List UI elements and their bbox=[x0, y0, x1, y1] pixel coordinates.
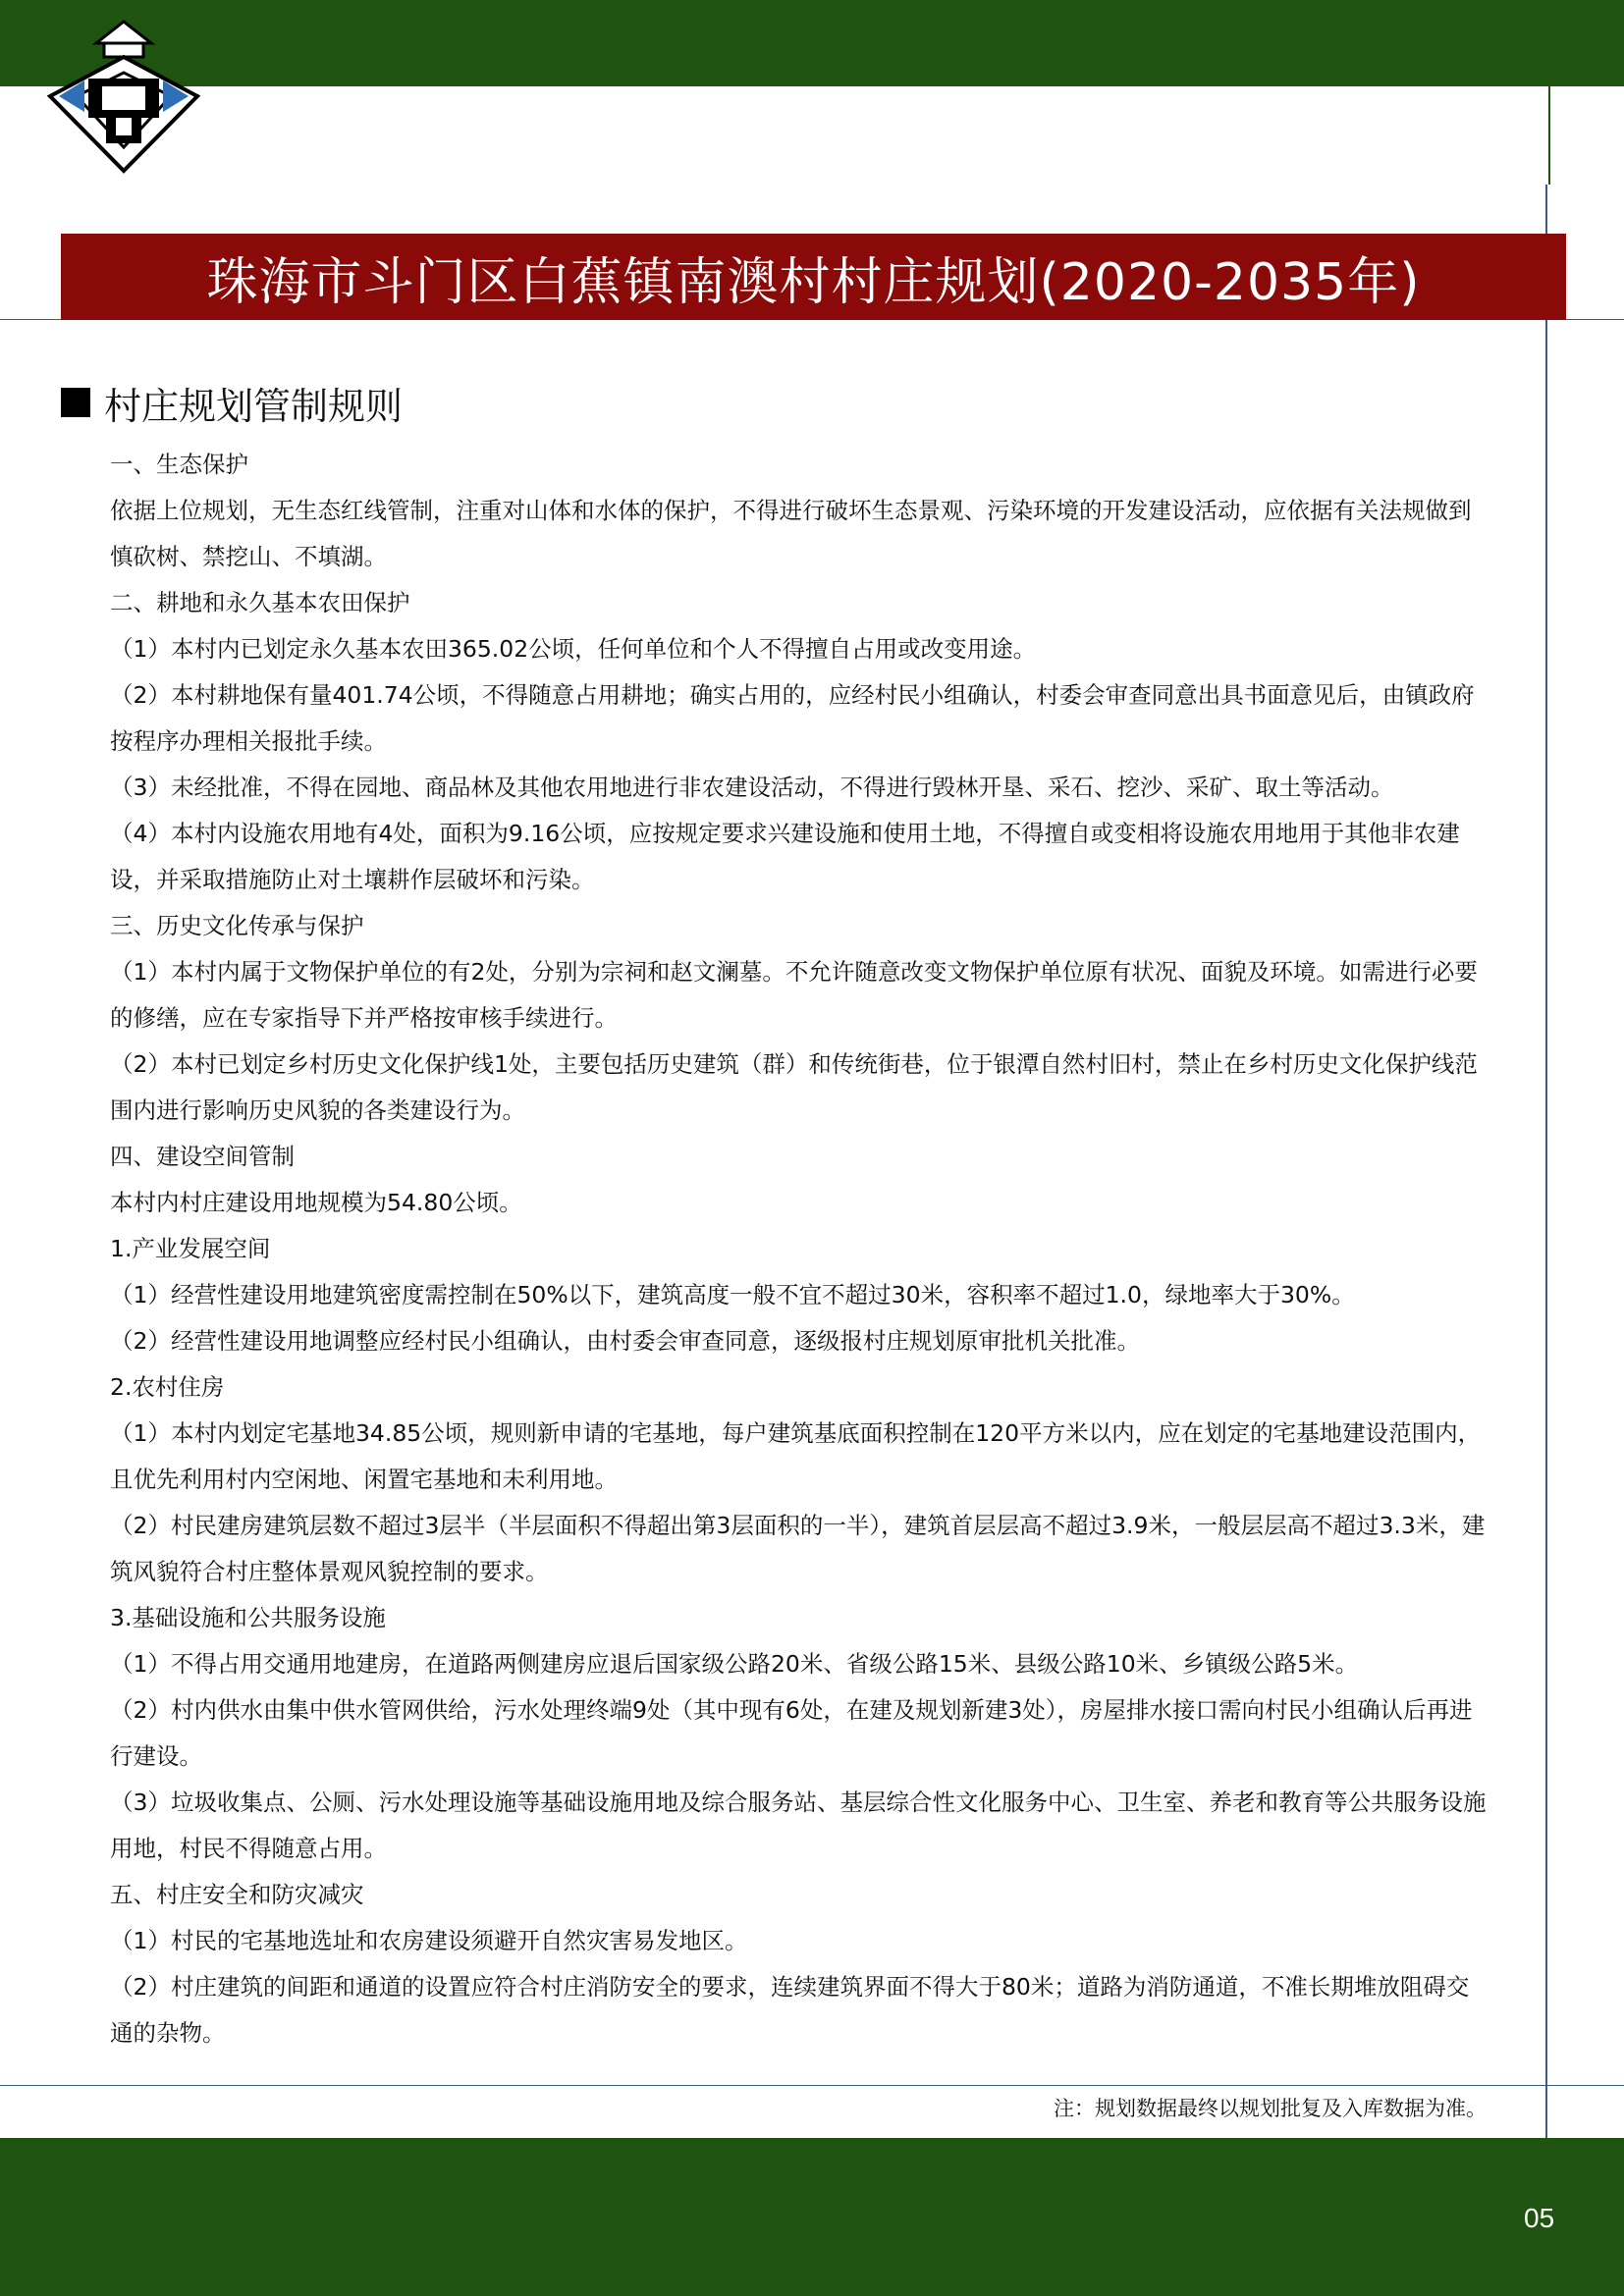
paragraph: （2）本村已划定乡村历史文化保护线1处，主要包括历史建筑（群）和传统街巷，位于银潭自然村旧村，禁止在乡村历史文化保护线范围内进行影响历史风貌的各类建设行为。 bbox=[110, 1050, 1478, 1124]
page-number: 05 bbox=[1524, 2203, 1555, 2233]
paragraph: （2）经营性建设用地调整应经村民小组确认，由村委会审查同意，逐级报村庄规划原审批机关批准。 bbox=[110, 1327, 1140, 1355]
paragraph: （1）本村内划定宅基地34.85公顷，规则新申请的宅基地，每户建筑基底面积控制在120平方米以内，应在划定的宅基地建设范围内，且优先利用村内空闲地、闲置宅基地和未利用地。 bbox=[110, 1419, 1482, 1493]
body-text bbox=[110, 442, 1489, 2056]
paragraph: 依据上位规划，无生态红线管制，注重对山体和水体的保护，不得进行破坏生态景观、污染环境的开发建设活动，应依据有关法规做到慎砍树、禁挖山、不填湖。 bbox=[110, 497, 1472, 570]
square-bullet-icon bbox=[61, 388, 90, 417]
paragraph: 3.基础设施和公共服务设施 bbox=[110, 1604, 386, 1631]
right-margin-rule bbox=[1545, 185, 1547, 2138]
paragraph: （2）本村耕地保有量401.74公顷，不得随意占用耕地；确实占用的，应经村民小组确认，村委会审查同意出具书面意见后，由镇政府按程序办理相关报批手续。 bbox=[110, 681, 1475, 755]
paragraph: 2.农村住房 bbox=[110, 1373, 225, 1401]
paragraph: 四、建设空间管制 bbox=[110, 1143, 295, 1170]
paragraph: 三、历史文化传承与保护 bbox=[110, 912, 364, 939]
paragraph: 二、耕地和永久基本农田保护 bbox=[110, 589, 410, 616]
paragraph: （1）经营性建设用地建筑密度需控制在50%以下，建筑高度一般不宜不超过30米，容积率不超过1.0，绿地率大于30%。 bbox=[110, 1281, 1355, 1308]
paragraph: （4）本村内设施农用地有4处，面积为9.16公顷，应按规定要求兴建设施和使用土地，不得擅自或变相将设施农用地用于其他非农建设，并采取措施防止对土壤耕作层破坏和污染。 bbox=[110, 820, 1460, 893]
paragraph: （1）本村内已划定永久基本农田365.02公顷，任何单位和个人不得擅自占用或改变用途。 bbox=[110, 635, 1037, 663]
bottom-band bbox=[0, 2138, 1624, 2296]
paragraph: （1）不得占用交通用地建房，在道路两侧建房应退后国家级公路20米、省级公路15米、县级公路10米、乡镇级公路5米。 bbox=[110, 1650, 1359, 1678]
paragraph: （1）本村内属于文物保护单位的有2处，分别为宗祠和赵文澜墓。不允许随意改变文物保护单位原有状况、面貌及环境。如需进行必要的修缮，应在专家指导下并严格按审核手续进行。 bbox=[110, 958, 1478, 1032]
footnote: 注：规划数据最终以规划批复及入库数据为准。 bbox=[1054, 2097, 1487, 2120]
paragraph: 本村内村庄建设用地规模为54.80公顷。 bbox=[110, 1189, 522, 1216]
paragraph: （1）村民的宅基地选址和农房建设须避开自然灾害易发地区。 bbox=[110, 1927, 748, 1954]
section-heading-text: 村庄规划管制规则 bbox=[104, 384, 404, 428]
top-band bbox=[0, 0, 1624, 86]
house-emblem-logo bbox=[45, 18, 202, 175]
bottom-rule bbox=[0, 2085, 1624, 2086]
paragraph: （3）垃圾收集点、公厕、污水处理设施等基础设施用地及综合服务站、基层综合性文化服务中心、卫生室、养老和教育等公共服务设施用地，村民不得随意占用。 bbox=[110, 1789, 1487, 1862]
paragraph: （2）村庄建筑的间距和通道的设置应符合村庄消防安全的要求，连续建筑界面不得大于80米；道路为消防通道，不准长期堆放阻碍交通的杂物。 bbox=[110, 1973, 1470, 2047]
paragraph: （2）村内供水由集中供水管网供给，污水处理终端9处（其中现有6处，在建及规划新建3处），房屋排水接口需向村民小组确认后再进行建设。 bbox=[110, 1696, 1473, 1770]
page-title: 珠海市斗门区白蕉镇南澳村村庄规划(2020-2035年) bbox=[61, 234, 1566, 320]
paragraph: （2）村民建房建筑层数不超过3层半（半层面积不得超出第3层面积的一半），建筑首层层高不超过3.9米，一般层层高不超过3.3米，建筑风貌符合村庄整体景观风貌控制的要求。 bbox=[110, 1512, 1486, 1585]
section-heading bbox=[61, 375, 403, 430]
paragraph: 1.产业发展空间 bbox=[110, 1235, 271, 1262]
paragraph: 一、生态保护 bbox=[110, 451, 248, 478]
top-right-rule bbox=[1548, 86, 1550, 185]
paragraph: （3）未经批准，不得在园地、商品林及其他农用地进行非农建设活动，不得进行毁林开垦、采石、挖沙、采矿、取土等活动。 bbox=[110, 774, 1394, 801]
paragraph: 五、村庄安全和防灾减灾 bbox=[110, 1881, 364, 1908]
